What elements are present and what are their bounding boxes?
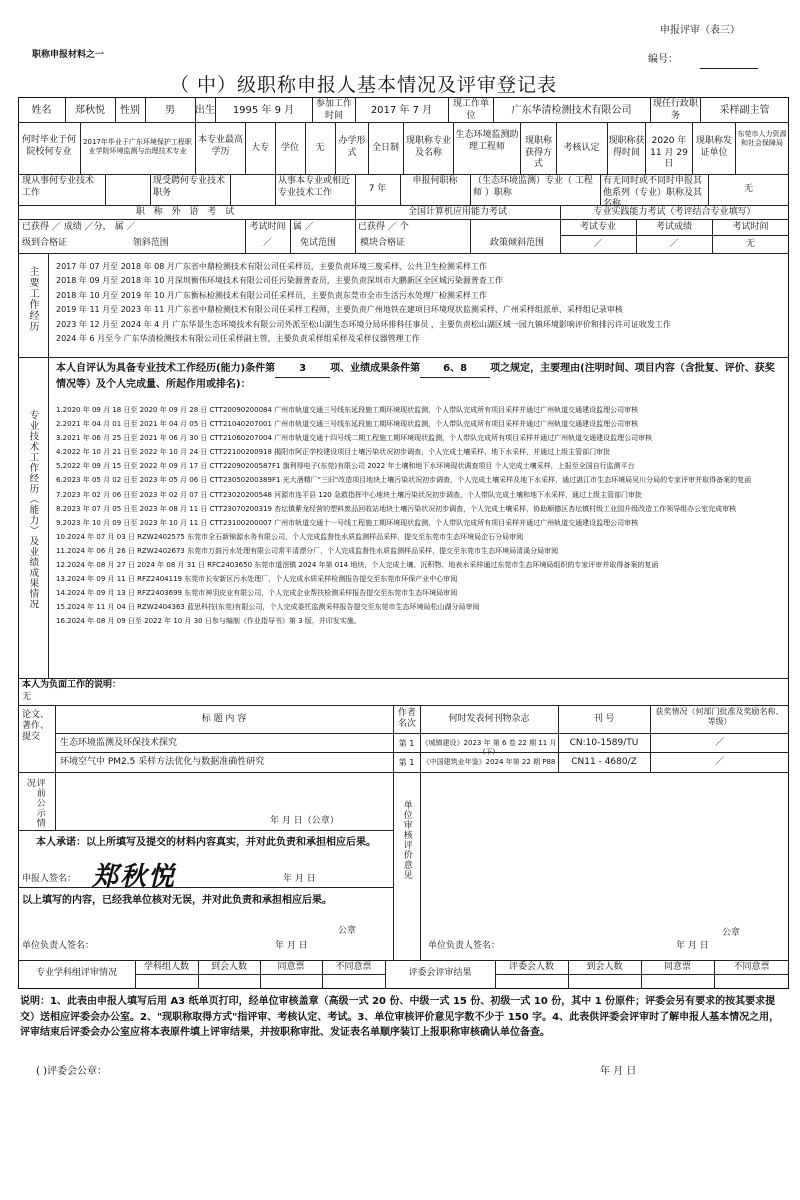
serial-label: 编号： [648, 54, 678, 65]
left-col-disagree: 不同意票 [335, 962, 372, 972]
right-leader-sign-date: 年 月 日 [676, 941, 709, 951]
paper-journal: 《中国建筑业年鉴》2024 年第 22 期 P88 [422, 758, 556, 766]
papers-header-journal: 何时发表何刊物杂志 [448, 714, 530, 724]
right-col-present: 到会人数 [586, 962, 623, 972]
name-label: 姓名 [31, 105, 52, 116]
comp-exempt-label: 免试范围 [300, 238, 337, 248]
paper-title: 生态环境监测及环保技术探究 [60, 738, 178, 748]
prac-major-label: 考试专业 [579, 222, 616, 232]
work-item: 2017 年 07 月至 2018 年 08 月广东省中鼎检测技术有限公司任采样员，主要负责环境三废采样、公共卫生检测采样工作 [56, 262, 487, 271]
other-title-value: 无 [743, 184, 753, 194]
perf-item: 8.2023 年 07 月 05 日至 2023 年 08 月 11 日 CTT23070200319 杏坛镇紫龙经营的塑料废品回收站地块土壤污染状况初步调查，个人完成土壤采样，协助顺德区杏坛镇村级工业园升级改造工作领导组办公室完成审核 [56, 504, 737, 513]
unit-value: 广东华清检测技术有限公司 [511, 105, 632, 116]
comp-passed-label: 已获得 [358, 222, 386, 232]
apply-label: 申报何职称 [412, 176, 458, 186]
work-history-list [56, 262, 784, 348]
hire-label: 现受聘何专业技术职务 [153, 176, 226, 198]
left-col-agree: 同意票 [277, 962, 305, 972]
degree-value: 无 [315, 143, 325, 153]
performance-intro [56, 362, 784, 392]
right-col-disagree: 不同意票 [733, 962, 770, 972]
performance-list [56, 406, 786, 632]
school-label: 何时毕业于何院校何专业 [21, 135, 76, 157]
paper-award: ／ [714, 738, 724, 748]
work-item: 2024 年 6 月至今 广东华清检测技术有限公司任采样副主管，主要负责采样组采样及采样仪器管理工作 [56, 333, 420, 343]
lang-grade-label: 级到合格证 [22, 238, 68, 248]
committee-result-label: 评委会评审结果 [408, 968, 472, 978]
negative-value: 无 [22, 692, 32, 702]
perf-condition-number: 3 [275, 362, 330, 378]
material-label: 职称申报材料之一 [32, 50, 105, 60]
prac-score-value: ／ [669, 239, 679, 249]
lang-score-label: 成绩 [63, 222, 82, 232]
perf-item: 13.2024 年 09 月 11 日 RFZ2404119 东莞市长安新区污水处理厂，个人完成水质采样检测报告提交至东莞市环保产业中心审阅 [56, 575, 458, 584]
papers-header-title: 标 题 内 容 [201, 714, 247, 724]
papers-header-issn: 刊 号 [593, 714, 615, 724]
prac-time-label: 考试时间 [732, 222, 769, 232]
applicant-promise [36, 836, 386, 851]
paper-rank: 第 1 [398, 758, 415, 767]
other-title-label: 有无同时或不同时申报其他系列（专业）职称及其名称 [603, 176, 703, 210]
apply-value: （生态环境监测）专业（ 工程师 ）职称 [473, 176, 593, 198]
left-col-present: 到会人数 [210, 962, 247, 972]
prac-time-value: 无 [745, 239, 755, 249]
paper-rank: 第 1 [398, 739, 415, 748]
lang-category-value: ／ [126, 222, 136, 232]
comp-unit: 个 [399, 222, 409, 232]
applicant-sign-label: 申报人签名： [22, 874, 77, 884]
work-item: 2023 年 12 月至 2024 年 4 月 广东华景生态环境技术有限公司外派至松山湖生态环境分局环排科任事员 ，主要负责松山湖区域一园九镇环境影响评价和排污许可证收发工作 [56, 319, 671, 329]
computer-exam-header: 全国计算机应用能力考试 [407, 207, 507, 217]
work-item: 2019 年 11 月至 2023 年 11 月广东省中鼎检测技术有限公司任采样工程师，主要负责广州地铁在建项目环境现状监测采样、广州采样组派单、采样组记录审核 [56, 305, 623, 315]
perf-result-number: 6、8 [420, 362, 490, 378]
perf-intro-text-a: 本人自评认为具备专业技术工作经历(能力)条件第 [56, 363, 276, 374]
unit-label: 现工作单位 [452, 99, 489, 121]
perf-item: 15.2024 年 11 月 04 日 RZW2404363 蓝思科技(东莞)有限公司，个人完成委托监测采样报告提交至东莞市生态环境局松山湖分局审阅 [56, 603, 480, 612]
work-start-value: 2017 年 7 月 [370, 105, 433, 116]
lang-category-label: 属 [114, 222, 124, 232]
prac-major-value: ／ [593, 239, 603, 249]
perf-item: 7.2023 年 02 月 06 日至 2023 年 02 月 07 日 CTT23020200548 河源市连平县 120 急救指挥中心地块土壤污染状况初步调查，个人带队完成土壤和地下水采样，通过上级主管部门审批 [56, 490, 642, 499]
perf-item: 14.2024 年 09 月 13 日 RFZ2403699 东莞市神羽皮业有限公司，个人完成企业帮扶检测采样报告提交至东莞市生态环境局审阅 [56, 589, 458, 598]
form-number: 申报评审（表三） [660, 25, 740, 36]
public-notice-label: 评前公示情况 [24, 778, 45, 828]
right-seal-label: 公章 [722, 928, 741, 938]
obtain-label: 现职称获得方式 [524, 136, 552, 170]
issuer-label: 现职称发证单位 [695, 136, 732, 158]
perf-item: 10.2024 年 07 月 03 日 RZW2402575 东莞市全石新锦源水务有限公司，个人完成监督性水质监测样品采样，提交至东莞市生态环境局企石分局审阅 [56, 532, 524, 541]
comp-count: ／ [387, 222, 397, 232]
lang-exam-time-value: ／ [262, 238, 272, 248]
perf-item: 5.2022 年 09 月 15 日至 2022 年 09 月 17 日 CTT22090200587F1 旗利得电子(东莞)有限公司 2022 年土壤和地下水环境现状调查项目 个人完成土壤采样，上报至全国自行监测平台 [56, 462, 635, 471]
left-col-members: 学科组人数 [143, 962, 189, 972]
obtain-value: 考核认定 [563, 143, 600, 153]
perf-item: 1.2020 年 09 月 18 日至 2020 年 09 月 28 日 CTT20090200084 广州市轨道交通三号线东延段施工期环境现状监测，个人带队完成所有项目采样并通过广州轨道交通建设监理公司审核 [56, 406, 639, 414]
position-value: 采样副主管 [719, 105, 770, 116]
mode-label: 办学形式 [338, 136, 366, 158]
work-start-label: 参加工作时间 [315, 99, 352, 121]
comp-module-label: 模块合格证 [360, 238, 406, 248]
applicant-sign-date: 年 月 日 [283, 874, 316, 884]
prac-score-label: 考试成绩 [655, 222, 692, 232]
perf-item: 6.2023 年 05 月 02 日至 2023 年 05 月 06 日 CTT23050200389F1 光大酒精厂"三旧"改造项目地块土壤污染状况初步调查，个人完成土壤采样及地下水采样，通过湛江市生态环境局吴川分局的专家评审并取得备案的复函 [56, 476, 752, 485]
right-col-members: 评委会人数 [508, 962, 554, 972]
school-value: 2017年毕业于广东环境保护工程职业学院环境监测与治理技术专业 [83, 138, 192, 156]
unit-leader-sign-label: 单位负责人签名： [22, 941, 95, 951]
perf-item: 3.2021 年 06 月 25 日至 2021 年 06 月 30 日 CTT21060207004 广州市轨道交通十四号线二期工程施工期环境现状监测，个人带队完成所有项目采样并通过广州轨道交通建设监理公司审核 [56, 434, 653, 443]
promise-label: 本人承诺： [36, 837, 86, 848]
degree-label: 学位 [280, 143, 299, 153]
edu-value: 大专 [250, 143, 269, 153]
gender-value: 男 [165, 105, 175, 116]
committee-seal-date: 年 月 日 [600, 1066, 637, 1077]
lang-exam-header: 职 称 外 语 考 试 [135, 207, 238, 217]
perf-item: 4.2022 年 10 月 21 日至 2022 年 10 月 24 日 CTT22100200918 揭阳市阿正学校建设项目土壤污染状况初步调查，个人完成土壤采样、地下水采样，并通过上级主管部门审批 [56, 448, 611, 457]
promise-text: 以上所填写及提交的材料内容真实，并对此负责和承担相应后果。 [86, 837, 376, 848]
paper-issn: CN11 - 4680/Z [571, 757, 637, 767]
mode-value: 全日制 [371, 143, 399, 153]
work-item: 2018 年 09 月至 2018 年 10 月深圳衡伟环境技术有限公司任污染源普查员，主要负责深圳市大鹏新区全区城污染源普查工作 [56, 276, 503, 286]
page-title: （ 中）级职称申报人基本情况及评审登记表 [170, 74, 558, 96]
paper-journal: 《城镇建设》2023 年 第 6 卷 22 期 11 月(下) [421, 739, 557, 757]
issuer-value: 东莞市人力资源和社会保障局 [737, 130, 787, 148]
footer-note: 说明：1、此表由申报人填写后用 A3 纸单页打印，经单位审核盖章（高级一式 20 份、中级一式 15 份、初级一式 10 份，其中 1 份原件；评委会另有要求的按其要求提交）送相应评委会办公室。2、"现职称取得方式"指评审、考核认定、考试。3、单位审核评价意见字数不少于 150 字。4、此表供评委会评审时了解申报人基本情况之用，评审结束后评委会办公室应将本表原件填上评审结果，并按职称审批、发证表名单顺序装订上报职称审核确认单位备查。 [20, 996, 780, 1038]
right-leader-sign-label: 单位负责人签名： [428, 941, 501, 951]
subject-group-label: 专业学科组评审情况 [35, 968, 117, 978]
years-value: 7 [368, 184, 375, 194]
position-label: 现任行政职务 [652, 99, 698, 121]
cur-title-value: 生态环境监测助理工程师 [455, 130, 519, 152]
name-value: 郑秋悦 [75, 105, 105, 116]
comp-category-label: 属 [293, 222, 303, 232]
perf-item: 9.2023 年 10 月 09 日至 2023 年 10 月 11 日 CTT23100200007 广州市轨道交通十一号线工程施工期环境现状监测，个人带队完成所有项目采样并通过广州轨道交通建设监理公司审核 [56, 518, 639, 527]
papers-header-rank: 作者名次 [397, 708, 416, 729]
lang-exam-time-label: 考试时间 [249, 222, 286, 232]
comp-category-value: ／ [304, 222, 314, 232]
job-label: 现从事何专业技术工作 [22, 176, 95, 198]
papers-header-award: 获奖情况（何部门批准及奖励名称、等级） [655, 707, 784, 727]
cur-title-label: 现职称专业及名称 [405, 136, 451, 158]
negative-label: 本人为负面工作的说明： [22, 680, 122, 690]
unit-confirm-text: 以上填写的内容，已经我单位核对无误，并对此负责和承担相应后果。 [22, 895, 332, 906]
committee-seal-label: ( )评委会公章： [36, 1066, 107, 1077]
perf-item: 16.2024 年 08 月 09 日至 2022 年 10 月 30 日参与编制《作业指导书》第 3 版，并印发实施。 [56, 617, 361, 626]
policy-label: 政策倾斜范围 [490, 238, 545, 248]
papers-side-label: 论文、著作、提交 [22, 710, 50, 742]
applicant-signature: 郑秋悦 [92, 862, 177, 892]
perf-item: 2.2021 年 04 月 01 日至 2021 年 04 月 05 日 CTT21040207001 广州市轨道交通三号线东延段施工期环境现状监测，个人带队完成所有项目采样并通过广州轨道交通建设监理公司审核 [56, 420, 639, 429]
lang-language: ／ [51, 222, 61, 232]
unit-opinion-label: 单位审核评价意见 [401, 800, 412, 880]
performance-label: 专业技术工作经历（能力）及业绩成果情况 [27, 410, 39, 610]
work-item: 2018 年 10 月至 2019 年 10 月广东衡标检测技术有限公司任采样员，主要负责东莞市全市生活污水处理厂检测采样工作 [56, 290, 487, 300]
paper-issn: CN:10-1589/TU [569, 738, 639, 748]
years-label: 从事本专业或相近专业技术工作 [278, 176, 351, 198]
practice-exam-header: 专业实践能力考试（考评结合专业填写） [593, 207, 756, 217]
work-history-label: 主要工作经历 [27, 266, 38, 332]
lang-score-value: ／分， [84, 222, 112, 232]
lang-field-label: 领斜范围 [132, 238, 169, 248]
birth-label: 出生 [195, 105, 215, 116]
serial-underline [700, 68, 758, 69]
paper-award: ／ [714, 757, 724, 767]
unit-leader-sign-date: 年 月 日 [275, 941, 308, 951]
perf-item: 12.2024 年 08 月 27 日 2024 年 08 月 31 日 RFC2403650 东莞市道滘镇 2024 年第 014 地块，个人完成土壤、沉积物、地表水采样通过东莞市生态环境局组织的专家评审并取得备案的复函 [56, 561, 659, 570]
right-col-agree: 同意票 [663, 962, 691, 972]
birth-value: 1995 年 9 月 [232, 105, 295, 116]
lang-passed-label: 已获得 [22, 222, 50, 232]
obtain-time-value: 2020 年 11 月 29 日 [650, 136, 688, 170]
gender-label: 性别 [120, 105, 140, 116]
unit-seal-label: 公章 [338, 926, 357, 936]
edu-label: 本专业最高学历 [197, 135, 243, 157]
years-unit: 年 [377, 184, 387, 194]
obtain-time-label: 现职称获得时间 [608, 136, 645, 158]
perf-item: 11.2024 年 06 月 26 日 RZW2402673 东莞市万鼓污水处理有限公司常平清漂分厂，个人完成监督性水质监测样品采样，提交至东莞市生态环境局清溪分局审阅 [56, 546, 559, 555]
perf-intro-text-c: 项、业绩成果条件第 [330, 363, 421, 374]
perf-intro-text-e: 项之规定，主要理由(注明时间、项目内容（含批复、评价、获奖情况等）及个人完成量、所起作用或排名)： [56, 363, 775, 390]
public-notice-date: 年 月 日（公章） [270, 816, 339, 826]
paper-title: 环境空气中 PM2.5 采样方法优化与数据准确性研究 [60, 757, 265, 767]
